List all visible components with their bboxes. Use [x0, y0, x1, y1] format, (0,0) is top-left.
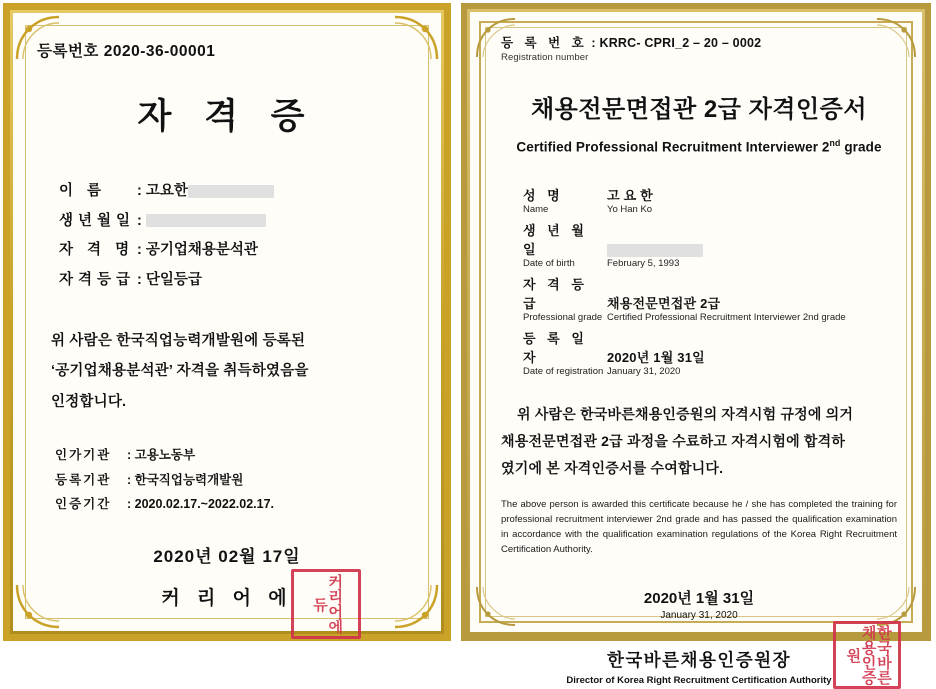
right-label-regdate-ko: 등 록 일 자: [523, 330, 588, 365]
right-label-birthdate-en: Date of birth: [523, 257, 575, 269]
right-label-grade-ko: 자 격 등 급: [523, 276, 588, 311]
right-certificate: [461, 3, 931, 687]
redaction-bar-name: [188, 185, 274, 198]
right-statement-line-2: 채용전문면접관 2급 과정을 수료하고 자격시험에 합격하: [501, 432, 846, 449]
right-label-birthdate-ko: 생 년 월 일: [523, 222, 588, 257]
field-value-qualification: 공기업채용분석관: [145, 242, 258, 259]
right-field-birthdate: [523, 220, 897, 269]
right-title-en-sup: nd: [829, 138, 841, 148]
left-registration-number: 2020-36-00001: [103, 43, 216, 60]
right-value-name-ko: 고 요 한: [607, 187, 653, 203]
field-label-grade: 자격등급: [59, 272, 136, 289]
right-label-name-ko: 성 명: [523, 187, 564, 203]
field-value-name: 고요한: [145, 183, 188, 199]
issuer-row-authority: 인가기관 : 고용노동부: [55, 443, 417, 467]
field-label-birthdate: 생년월일: [59, 212, 136, 229]
left-statement-line-1: 위 사람은 한국직업능력개발원에 등록된: [51, 332, 306, 349]
redaction-bar-birthdate: [146, 214, 266, 227]
left-statement-line-2: ‘공기업채용분석관’ 자격을 취득하였음을: [51, 363, 309, 380]
left-organization-name: 커 리 어 에: [161, 588, 293, 610]
right-statement-en: The above person is awarded this certificate because he / she has completed the training for professional recruitment interviewer 2nd grade and has passed the qualification examination in accordance with the qualification examination regulations of the Korea Right Recruitment Certification Authority.: [501, 499, 897, 555]
issuer-row-period: 인증기간 : 2020.02.17.~2022.02.17.: [55, 492, 417, 516]
right-value-birthdate-en: February 5, 1993: [607, 257, 680, 269]
right-organization-ko: 한국바른채용인증원장: [606, 650, 792, 671]
right-registration-line: 등 록 번 호 : KRRC- CPRI_2 – 20 – 0002: [501, 36, 762, 50]
right-statement-line-3: 였기에 본 자격인증서를 수여합니다.: [501, 460, 724, 477]
issuer-label-period: 인증기간: [55, 496, 112, 511]
right-field-grade: [523, 274, 897, 323]
right-issue-date-ko: 2020년 1월 31일: [643, 590, 755, 608]
issuer-value-period: 2020.02.17.~2022.02.17.: [134, 496, 275, 511]
right-field-registration-date: [523, 328, 897, 377]
right-value-name-en: Yo Han Ko: [607, 203, 653, 215]
left-issuer-block: [55, 443, 417, 516]
right-registration-number: KRRC- CPRI_2 – 20 – 0002: [599, 36, 762, 50]
issuer-label-registrar: 등록기관: [55, 472, 112, 487]
left-certificate-content: [37, 31, 417, 635]
right-title-en-prefix: Certified Professional Recruitment Interviewer 2: [516, 139, 830, 155]
field-label-qualification: 자 격 명: [59, 242, 135, 259]
right-field-list: [523, 185, 897, 377]
left-seal-stamp: 커리어에듀: [291, 569, 361, 639]
right-registration-label: 등 록 번 호: [501, 36, 588, 50]
issuer-label-authority: 인가기관: [55, 448, 112, 463]
right-organization-en: Director of Korea Right Recruitment Certification Authority: [566, 675, 832, 687]
field-row-qualification: 자 격 명 : 공기업채용분석관: [59, 236, 417, 266]
redaction-bar-right-birthdate: [607, 244, 703, 257]
right-label-name-en: Name: [523, 203, 549, 215]
right-title-en-suffix: grade: [840, 139, 882, 155]
right-title-ko: 채용전문면접관 2급 자격인증서: [530, 96, 868, 123]
right-title-en: [501, 138, 897, 155]
right-issue-date-en: January 31, 2020: [660, 610, 738, 622]
field-label-name: 이 름: [59, 183, 107, 199]
left-registration-line: [37, 39, 417, 61]
left-statement-line-3: 인정합니다.: [51, 393, 127, 410]
issuer-row-registrar: 등록기관 : 한국직업능력개발원: [55, 468, 417, 492]
right-statement-line-1: [501, 401, 897, 428]
right-certificate-content: [501, 33, 897, 687]
field-row-name: 이 름 : 고요한: [59, 177, 417, 207]
field-value-grade: 단일등급: [145, 272, 202, 289]
left-issue-date: 2020년 02월 17일: [153, 547, 301, 567]
right-label-regdate-en: Date of registration: [523, 365, 604, 377]
right-statement: [501, 401, 897, 483]
right-value-regdate-ko: 2020년 1월 31일: [607, 349, 705, 365]
issuer-value-registrar: 한국직업능력개발원: [134, 472, 244, 487]
right-label-grade-en: Professional grade: [523, 311, 603, 323]
left-certificate: [3, 3, 451, 641]
right-value-regdate-en: January 31, 2020: [607, 365, 681, 377]
right-statement-text-1: 위 사람은 한국바른채용인증원의 자격시험 규정에 의거: [517, 405, 854, 422]
right-registration-label-en: Registration number: [501, 52, 589, 63]
left-organization-line: [37, 574, 417, 635]
field-row-birthdate: 생년월일 :: [59, 207, 417, 237]
right-field-name: [523, 185, 897, 215]
right-seal-stamp: 한국바른채용인증원: [833, 621, 901, 689]
right-value-grade-en: Certified Professional Recruitment Interviewer 2nd grade: [607, 311, 846, 323]
issuer-value-authority: 고용노동부: [134, 448, 196, 463]
right-value-grade-ko: 채용전문면접관 2급: [607, 295, 721, 311]
left-statement: [51, 326, 417, 417]
left-title: 자 격 증: [137, 97, 317, 136]
field-row-grade: 자격등급 : 단일등급: [59, 266, 417, 296]
left-field-list: [59, 177, 417, 296]
left-registration-label: 등록번호: [37, 43, 99, 60]
